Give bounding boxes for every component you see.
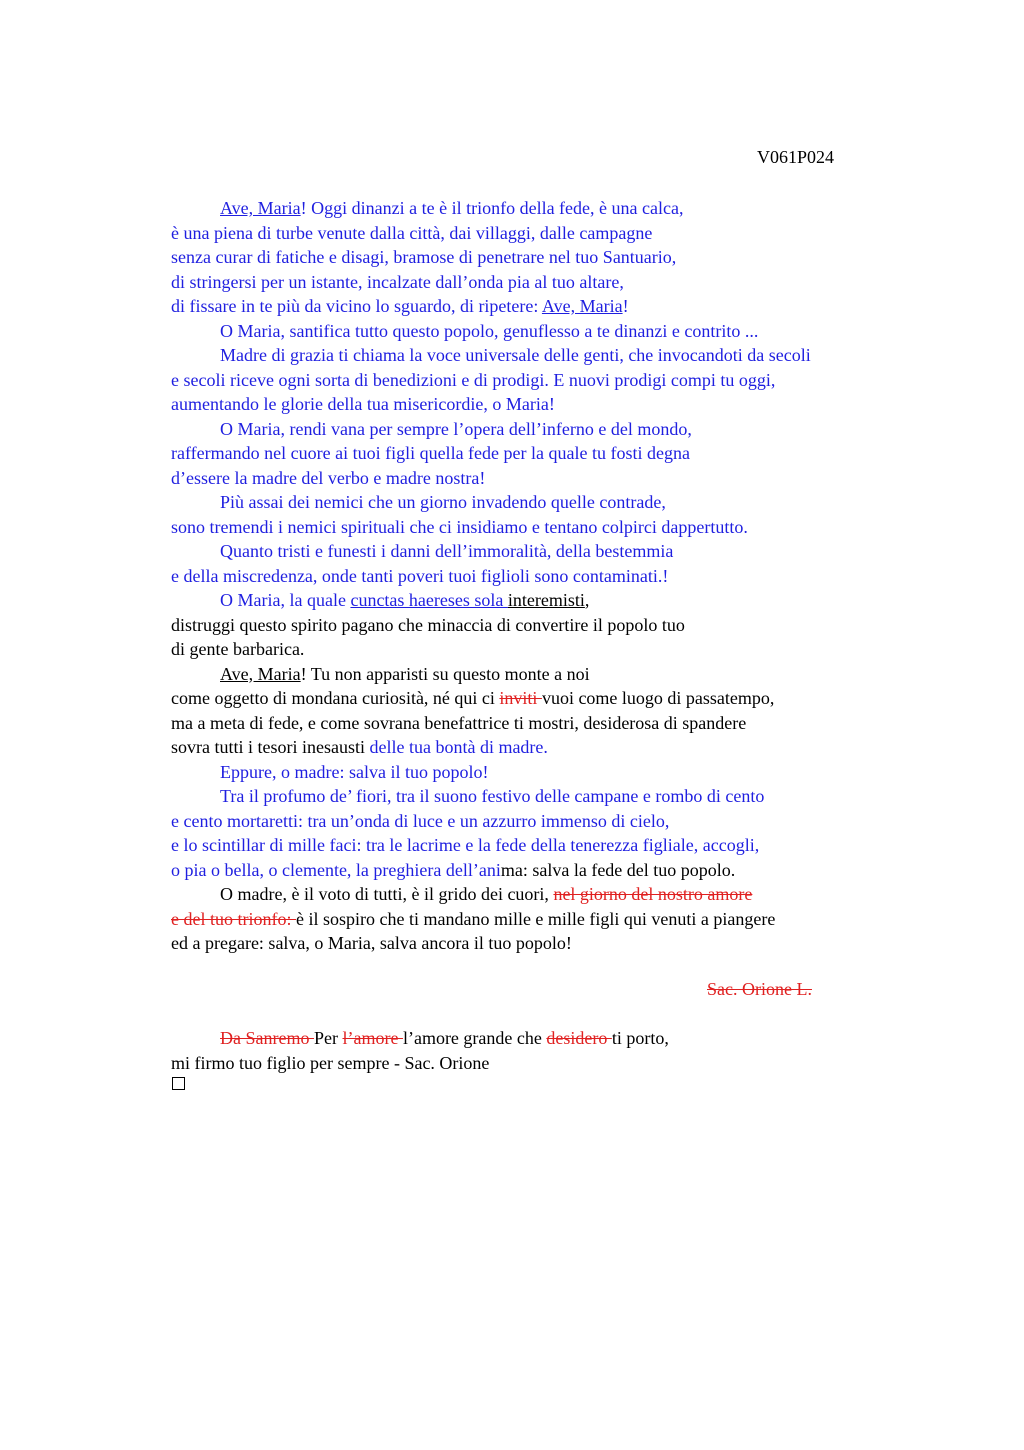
document-id: V061P024 — [757, 147, 835, 167]
text-run: Per — [313, 1028, 343, 1048]
text-run: è il sospiro che ti mandano mille e mille figli qui venuti a piangere — [295, 908, 776, 929]
text-run: Eppure, o madre: salva il tuo popolo! — [220, 761, 489, 782]
text-run: distruggi questo spirito pagano che minaccia di convertire il popolo tuo — [171, 614, 685, 635]
lines-line — [171, 907, 775, 931]
text-run: O Maria, rendi vana per sempre l’opera dell’inferno e del mondo, — [220, 418, 692, 439]
lines-line — [171, 637, 304, 661]
struck-text: nel giorno del nostro amore — [553, 884, 753, 904]
text-run: interemisti — [507, 590, 585, 610]
lines-line — [171, 270, 624, 294]
text-run: , — [584, 590, 590, 610]
text-run: ti porto, — [611, 1028, 669, 1048]
lines-line — [171, 809, 669, 833]
text-run: Ave, Maria — [541, 296, 623, 316]
lines-line — [171, 931, 572, 955]
lines-line — [171, 368, 775, 392]
text-run: vuoi come luogo di passatempo, — [541, 688, 775, 708]
lines-line — [220, 319, 758, 343]
struck-text: desidero — [546, 1028, 612, 1048]
text-run: Madre di grazia ti chiama la voce universale delle genti, che invocandoti da secoli — [220, 345, 811, 365]
text-run: d’essere la madre del verbo e madre nostra! — [171, 467, 486, 488]
lines-line — [171, 686, 774, 710]
text-run: ed a pregare: salva, o Maria, salva ancora il tuo popolo! — [171, 933, 572, 953]
lines-line — [171, 711, 746, 735]
text-run: ma: salva la fede del tuo popolo. — [500, 859, 736, 880]
text-run: sovra tutti i tesori inesausti — [171, 737, 370, 757]
lines-line — [171, 613, 685, 637]
text-run: o pia o bella, o clemente, la preghiera dell’ani — [171, 859, 501, 880]
lines-line — [171, 221, 652, 245]
text-run: O Maria, santifica tutto questo popolo, genuflesso a te dinanzi e contrito ... — [220, 320, 759, 341]
text-run: e lo scintillar di mille faci: tra le lacrime e la fede della tenerezza figliale, accogli, — [171, 835, 760, 855]
lines-line — [220, 490, 666, 514]
struck-text: l’amore — [342, 1028, 403, 1048]
lines-line — [171, 858, 735, 882]
lines-line — [220, 343, 811, 367]
lines-line — [220, 588, 589, 612]
text-run: e secoli riceve ogni sorta di benedizioni e di prodigi. E nuovi prodigi compi tu oggi, — [171, 369, 776, 390]
text-run: ! Oggi dinanzi a te è il trionfo della fede, è una calca, — [300, 198, 684, 218]
lines-line — [220, 760, 488, 784]
text-run: Più assai dei nemici che un giorno invadendo quelle contrade, — [220, 492, 666, 512]
text-run: O madre, è il voto di tutti, è il grido dei cuori, — [220, 884, 554, 904]
struck-text: inviti — [499, 688, 542, 708]
struck-text: Da Sanremo — [220, 1028, 314, 1048]
text-run: senza curar di fatiche e disagi, bramose di penetrare nel tuo Santuario, — [171, 247, 677, 267]
text-run: Ave, Maria — [220, 198, 301, 218]
lines-line — [171, 392, 555, 416]
lines-line — [171, 564, 668, 588]
closing-line — [220, 1026, 669, 1050]
text-run: mi firmo tuo figlio per sempre - Sac. Orione — [171, 1052, 490, 1073]
text-run: raffermando nel cuore ai tuoi figli quella fede per la quale tu fosti degna — [171, 443, 690, 463]
lines-line — [220, 882, 752, 906]
text-run: e della miscredenza, onde tanti poveri tuoi figlioli sono contaminati.! — [171, 565, 669, 586]
text-run: delle tua bontà di madre. — [369, 737, 548, 757]
text-run: di stringersi per un istante, incalzate dall’onda pia al tuo altare, — [171, 271, 624, 292]
lines-line — [171, 441, 690, 465]
text-run: O Maria, la quale — [220, 590, 351, 610]
struck-signature: Sac. Orione L. — [707, 979, 812, 999]
lines-line — [171, 294, 629, 318]
text-run: ! — [622, 296, 629, 316]
text-run: ma a meta di fede, e come sovrana benefattrice ti mostri, desiderosa di spandere — [171, 712, 747, 733]
text-run: l’amore grande che — [402, 1028, 547, 1048]
text-run: sono tremendi i nemici spirituali che ci insidiamo e tentano colpirci dappertutto. — [171, 516, 748, 537]
closing-line — [171, 1051, 489, 1075]
lines-line — [171, 515, 748, 539]
end-mark-box — [172, 1077, 185, 1090]
lines-line — [171, 466, 485, 490]
text-run: Ave, Maria — [220, 663, 301, 684]
lines-line — [220, 662, 590, 686]
text-run: come oggetto di mondana curiosità, né qui ci — [171, 688, 500, 708]
lines-line — [171, 245, 676, 269]
text-run: di fissare in te più da vicino lo sguardo, di ripetere: — [171, 296, 542, 316]
lines-line — [220, 196, 683, 220]
text-run: cunctas haereses sola — [350, 590, 508, 610]
lines-line — [220, 539, 673, 563]
text-run: aumentando le glorie della tua misericordie, o Maria! — [171, 394, 555, 414]
text-run: ! Tu non apparisti su questo monte a noi — [300, 663, 590, 684]
text-run: di gente barbarica. — [171, 639, 305, 659]
lines-line — [220, 417, 692, 441]
lines-line — [171, 735, 548, 759]
text-run: è una piena di turbe venute dalla città, dai villaggi, dalle campagne — [171, 222, 653, 243]
text-run: Tra il profumo de’ fiori, tra il suono festivo delle campane e rombo di cento — [220, 786, 765, 806]
lines-line — [171, 833, 759, 857]
lines-line — [220, 784, 764, 808]
struck-text: e del tuo trionfo: — [171, 908, 296, 929]
text-run: e cento mortaretti: tra un’onda di luce e un azzurro immenso di cielo, — [171, 810, 670, 831]
text-run: Quanto tristi e funesti i danni dell’immoralità, della bestemmia — [220, 541, 674, 561]
